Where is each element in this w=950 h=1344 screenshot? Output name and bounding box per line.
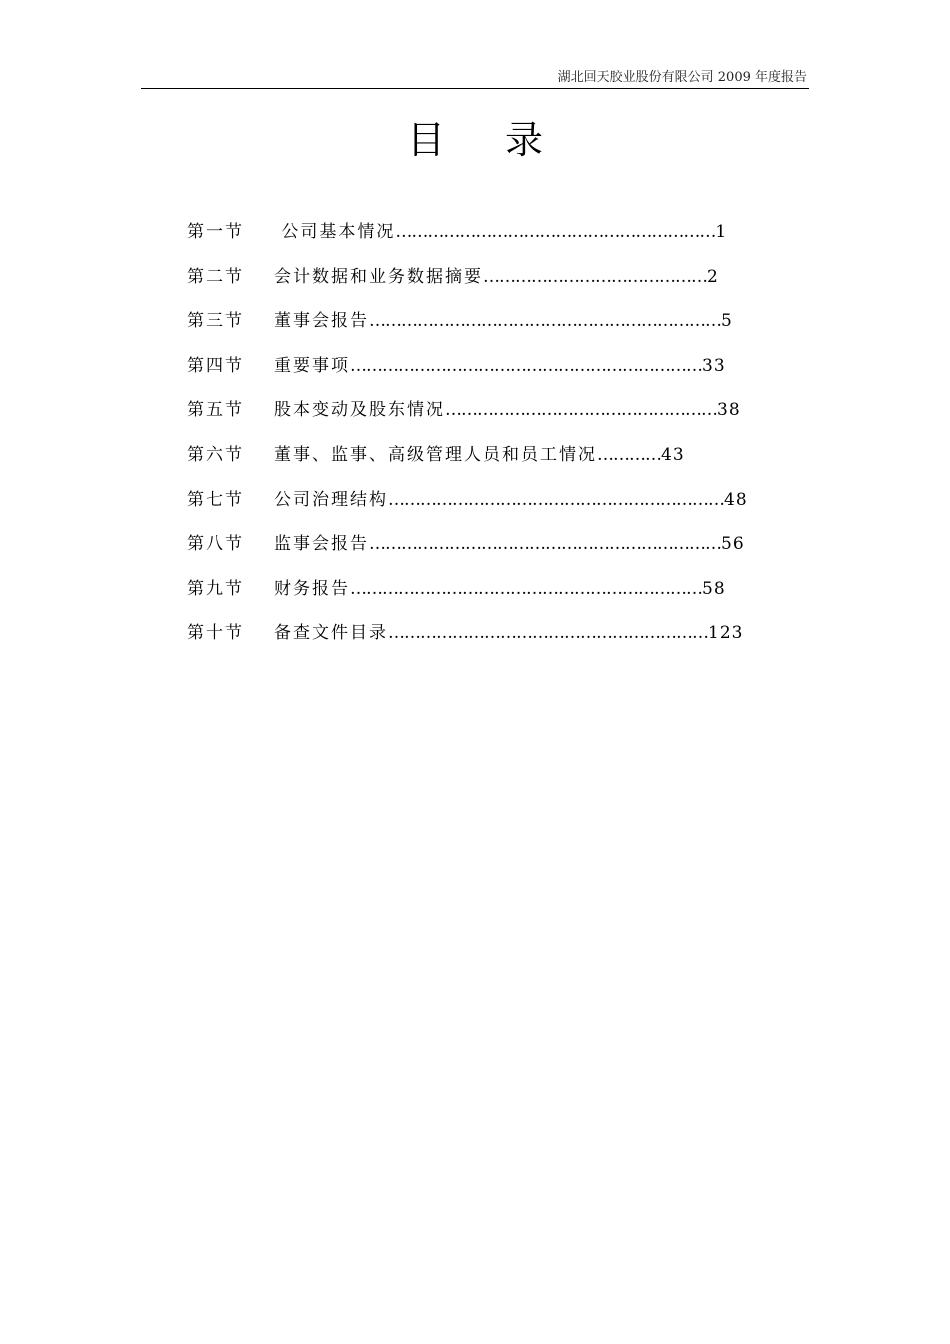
toc-section-number: 第十节 <box>187 623 244 644</box>
toc-leader-dots: …………………………………………………… <box>395 222 716 242</box>
toc-page-number: 123 <box>708 623 744 644</box>
toc-leader-dots: ………………………………………………………… <box>369 534 721 555</box>
toc-item[interactable] <box>187 214 807 259</box>
toc-heading: 监事会报告 <box>274 534 369 555</box>
toc-item[interactable] <box>187 259 807 304</box>
toc-leader-dots: ………………………………………………………… <box>369 311 721 332</box>
toc-heading: 公司基本情况 <box>274 222 396 242</box>
running-header-text: 湖北回天胶业股份有限公司 2009 年度报告 <box>557 70 807 85</box>
toc-leader-dots: …………………………………………… <box>445 400 717 421</box>
toc-heading: 股本变动及股东情况 <box>274 400 445 421</box>
toc-leader-dots: …………………………………… <box>483 266 707 287</box>
toc-item[interactable] <box>187 482 807 527</box>
toc-page-number: 1 <box>715 222 728 242</box>
toc-page-number: 2 <box>707 266 719 287</box>
toc-item[interactable] <box>187 437 807 482</box>
table-of-contents <box>187 214 807 660</box>
toc-leader-dots: ……………………………………………………… <box>388 489 724 510</box>
toc-page-number: 38 <box>717 400 741 421</box>
toc-leader-dots: ………………………………………………………… <box>350 578 702 599</box>
toc-section-number: 第四节 <box>187 355 244 376</box>
toc-section-number: 第九节 <box>187 578 244 599</box>
toc-item[interactable] <box>187 303 807 348</box>
toc-leader-dots: …………………………………………………… <box>388 623 708 644</box>
toc-item[interactable] <box>187 526 807 571</box>
toc-item[interactable] <box>187 392 807 437</box>
document-title: 目录 <box>406 118 603 162</box>
toc-page-number: 58 <box>702 578 726 599</box>
toc-heading: 会计数据和业务数据摘要 <box>274 266 483 287</box>
toc-page-number: 56 <box>721 534 745 555</box>
toc-heading: 董事、监事、高级管理人员和员工情况 <box>274 444 597 465</box>
toc-section-number: 第二节 <box>187 266 244 287</box>
toc-section-number: 第八节 <box>187 534 244 555</box>
toc-leader-dots: ………… <box>597 444 661 465</box>
toc-section-number: 第五节 <box>187 400 244 421</box>
toc-item[interactable] <box>187 571 807 616</box>
toc-leader-dots: ………………………………………………………… <box>350 355 702 376</box>
toc-item[interactable] <box>187 348 807 393</box>
toc-section-number: 第一节 <box>187 222 244 242</box>
toc-heading: 备查文件目录 <box>274 623 388 644</box>
toc-heading: 董事会报告 <box>274 311 369 332</box>
toc-section-number: 第三节 <box>187 311 244 332</box>
toc-page-number: 48 <box>724 489 748 510</box>
toc-page-number: 5 <box>721 311 733 332</box>
page-header <box>141 64 809 89</box>
toc-section-number: 第七节 <box>187 489 244 510</box>
toc-section-number: 第六节 <box>187 444 244 465</box>
toc-item[interactable] <box>187 615 807 660</box>
toc-page-number: 43 <box>661 444 685 465</box>
toc-heading: 财务报告 <box>274 578 350 599</box>
toc-page-number: 33 <box>702 355 726 376</box>
toc-heading: 公司治理结构 <box>274 489 388 510</box>
toc-heading: 重要事项 <box>274 355 350 376</box>
